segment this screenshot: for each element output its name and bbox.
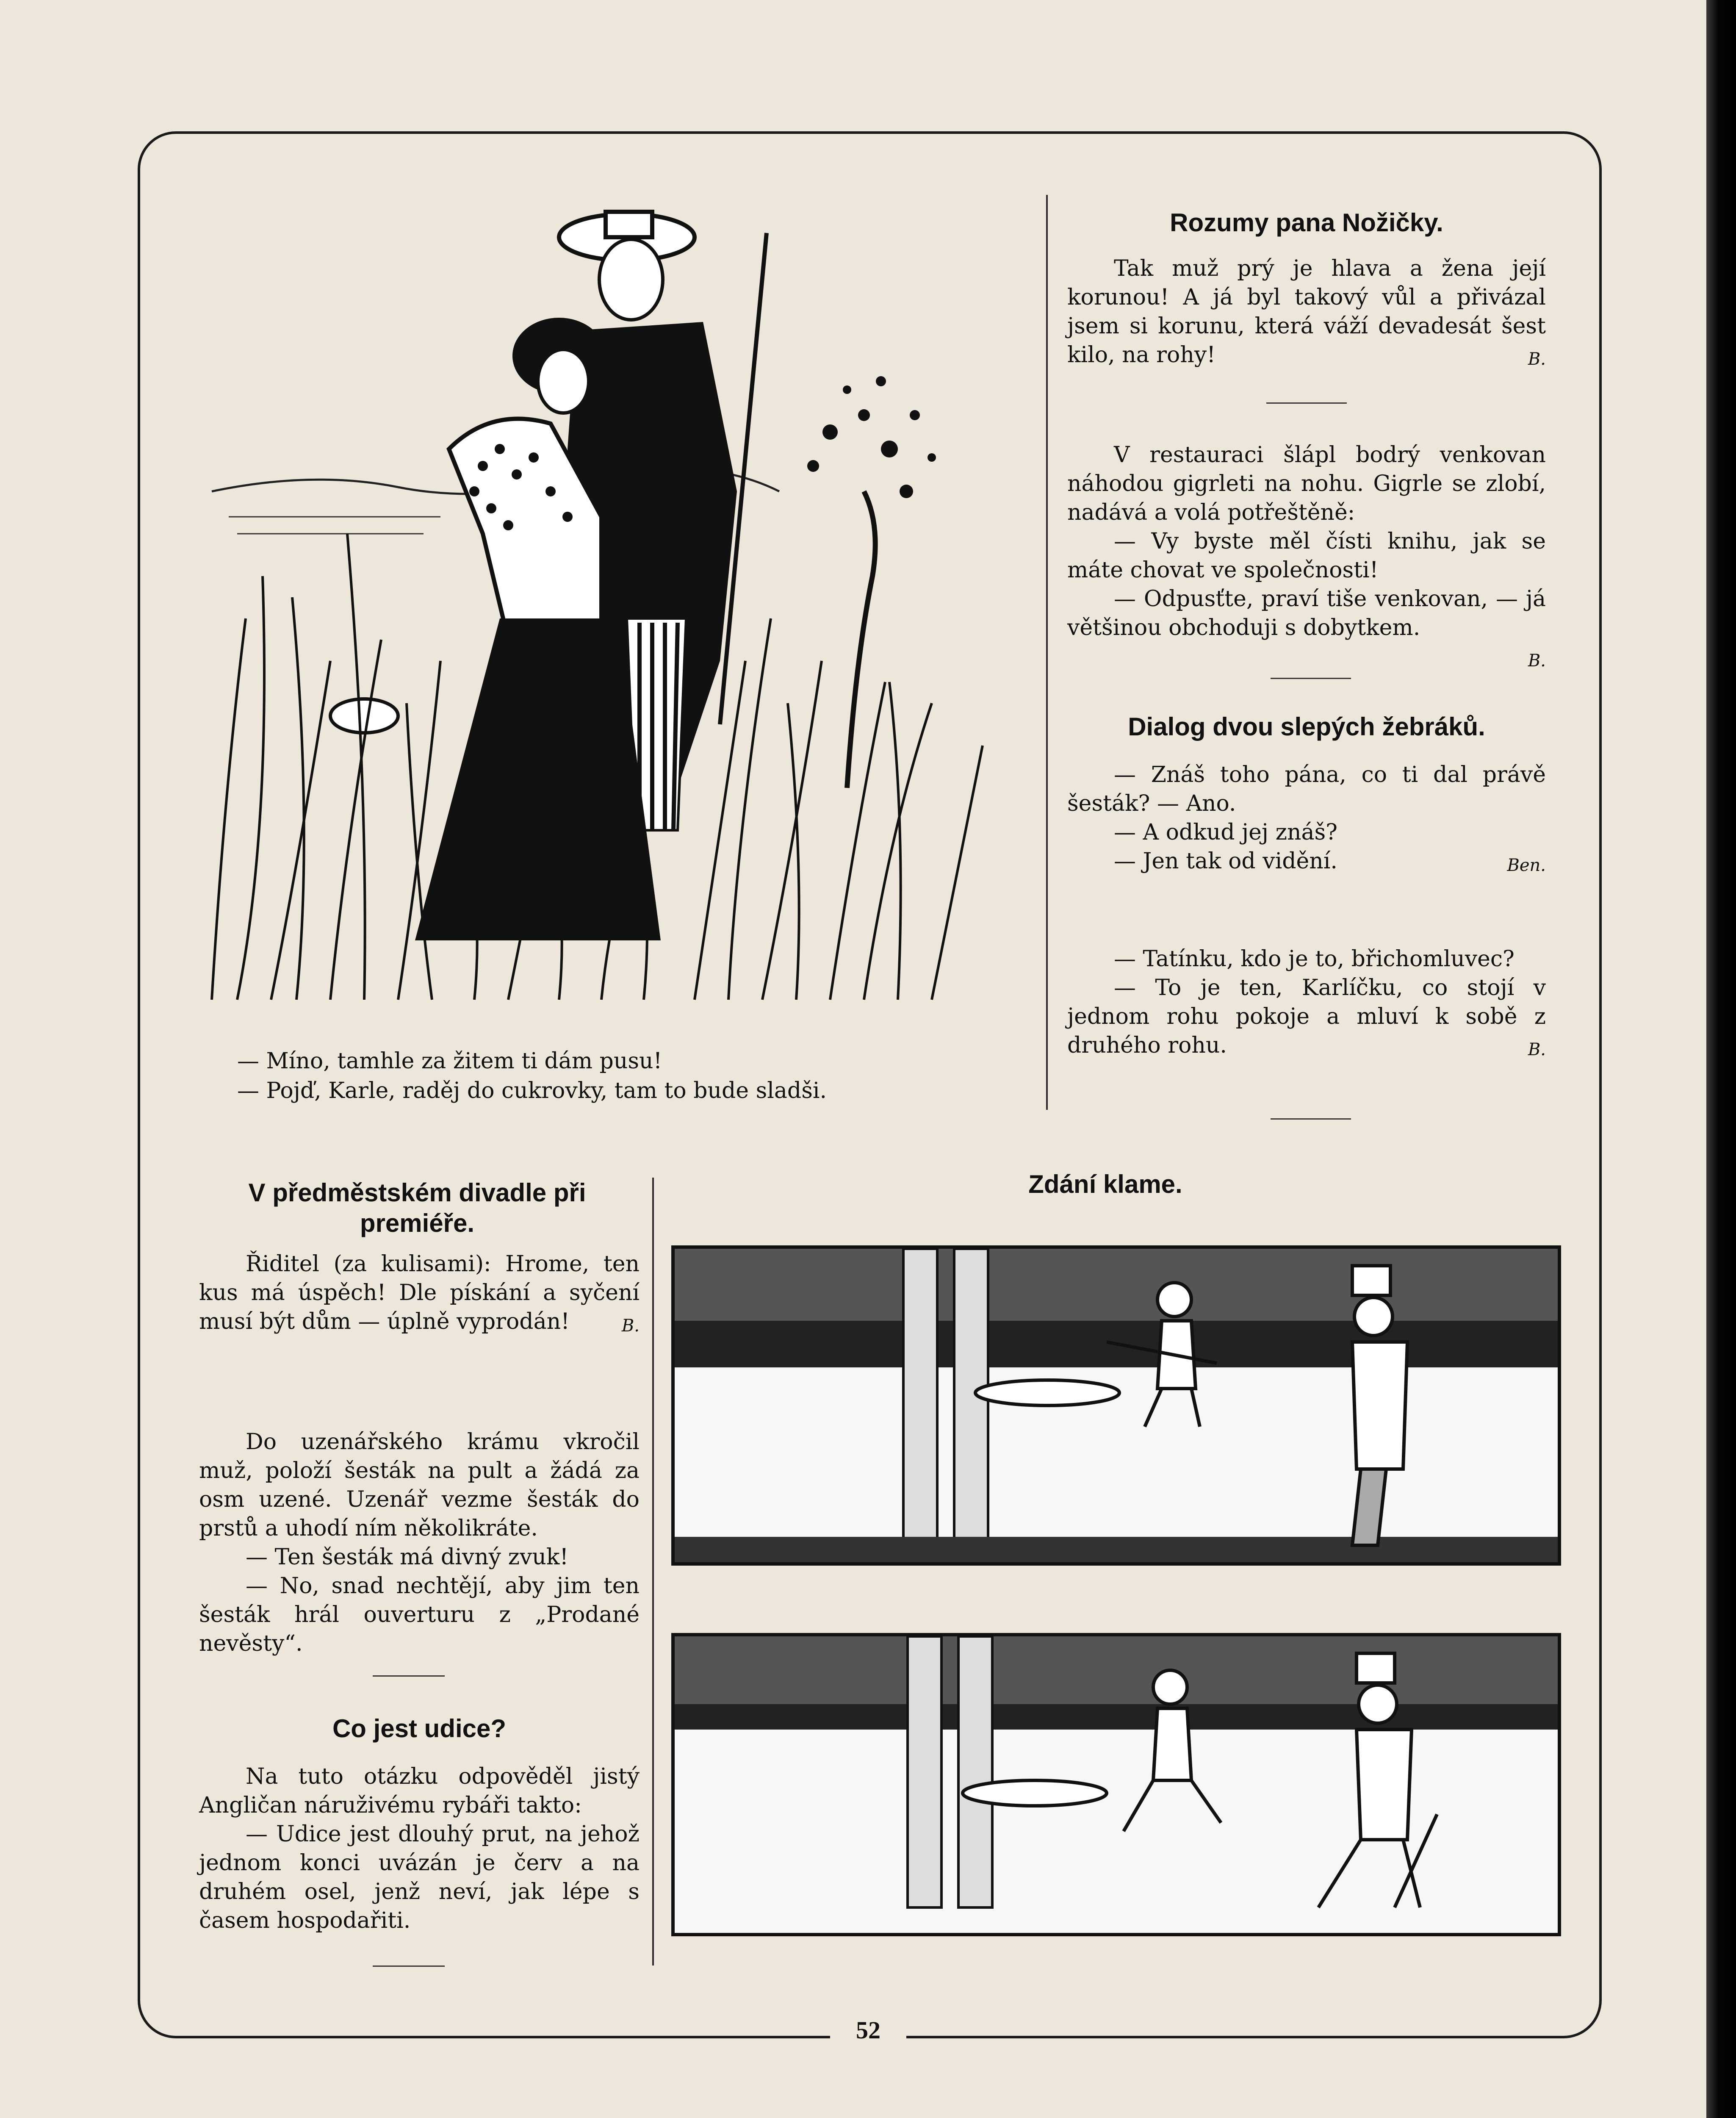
separator: [1271, 678, 1351, 679]
article-rozumy-text: Tak muž prý je hlava a žena její korunou! A já byl takový vůl a přivázal jsem si korunu, která váží devadesát šest kilo, na rohy!: [1067, 256, 1546, 368]
caption-line-1: — Míno, tamhle za žitem ti dám pusu!: [237, 1048, 662, 1074]
udice-p1: Na tuto otázku odpověděl jistý Angličan náruživému rybáři takto:: [199, 1764, 640, 1818]
article-title-udice: Co jest udice?: [332, 1714, 507, 1743]
comic-panel-2-drawing: [675, 1636, 1558, 1933]
couple-illustration: [186, 195, 1012, 1025]
restaurace-p1: V restauraci šlápl bodrý venkovan náhodou gigrleti na nohu. Gigrle se zlobí, nadává a volá potřeštěně:: [1067, 442, 1546, 525]
separator: [1266, 402, 1347, 404]
article-brichomluvec: [1067, 945, 1546, 1064]
dialog-p3: — Jen tak od vidění.: [1114, 848, 1337, 874]
separator: [373, 1675, 445, 1677]
uzenar-p3: — No, snad nechtějí, aby jim ten šesták hrál ouverturu z „Prodané nevěsty“.: [199, 1573, 640, 1656]
article-title-dialog: Dialog dvou slepých žebráků.: [1128, 712, 1485, 741]
uzenar-p1: Do uzenářského krámu vkročil muž, položí šesták na pult a žádá za osm uzené. Uzenář vezme šesták do prstů a uhodí ním několikráte.: [199, 1429, 640, 1541]
restaurace-p3: — Odpusťte, praví tiše venkovan, — já většinou obchoduji s dobytkem.: [1067, 586, 1546, 640]
udice-p2: — Udice jest dlouhý prut, na jehož jednom konci uvázán je červ a na druhém osel, jenž neví, jak lépe s časem hospodařiti.: [199, 1821, 640, 1933]
signature: B.: [1528, 349, 1546, 369]
signature: B.: [1528, 1040, 1546, 1059]
signature: B.: [1528, 651, 1546, 671]
divadlo-text: Řiditel (za kulisami): Hrome, ten kus má úspěch! Dle pískání a syčení musí být dům — úplně vyprodán!: [199, 1251, 640, 1334]
restaurace-p2: — Vy byste měl čísti knihu, jak se máte chovat ve společnosti!: [1067, 529, 1546, 583]
separator: [1271, 1118, 1351, 1120]
dialog-p1: — Znáš toho pána, co ti dal právě šesták? — Ano.: [1067, 762, 1546, 816]
article-divadlo: [199, 1250, 640, 1340]
article-rozumy: [1067, 254, 1546, 374]
comic-panel-2: [671, 1633, 1561, 1936]
brichomluvec-p1: — Tatínku, kdo je to, břichomluvec?: [1114, 946, 1515, 972]
separator: [373, 1966, 445, 1967]
signature: B.: [621, 1316, 640, 1336]
article-uzenar: [199, 1428, 640, 1658]
uzenar-p2: — Ten šesták má divný zvuk!: [246, 1544, 569, 1570]
column-divider-top: [1046, 195, 1048, 1110]
signature: Ben.: [1507, 856, 1546, 875]
page-number: 52: [830, 2011, 906, 2049]
comic-panel-1-drawing: [675, 1249, 1558, 1562]
comic-title: Zdání klame.: [1028, 1170, 1182, 1198]
article-restaurace: [1067, 441, 1546, 675]
comic-panel-1: [671, 1245, 1561, 1566]
column-divider-bottom: [652, 1178, 654, 1966]
caption-line-2: — Pojď, Karle, raděj do cukrovky, tam to bude sladši.: [237, 1078, 827, 1103]
article-dialog: [1067, 760, 1546, 880]
illustration-caption: [237, 1046, 1016, 1106]
page-edge-shadow: [1706, 0, 1736, 2118]
article-udice: [199, 1762, 640, 1935]
dialog-p2: — A odkud jej znáš?: [1114, 820, 1338, 845]
article-title-rozumy: Rozumy pana Nožičky.: [1170, 208, 1443, 237]
article-title-divadlo: V předměstském divadle při premiéře.: [248, 1178, 586, 1237]
brichomluvec-p2: — To je ten, Karlíčku, co stojí v jednom rohu pokoje a mluví k sobě z druhého rohu.: [1067, 975, 1546, 1058]
